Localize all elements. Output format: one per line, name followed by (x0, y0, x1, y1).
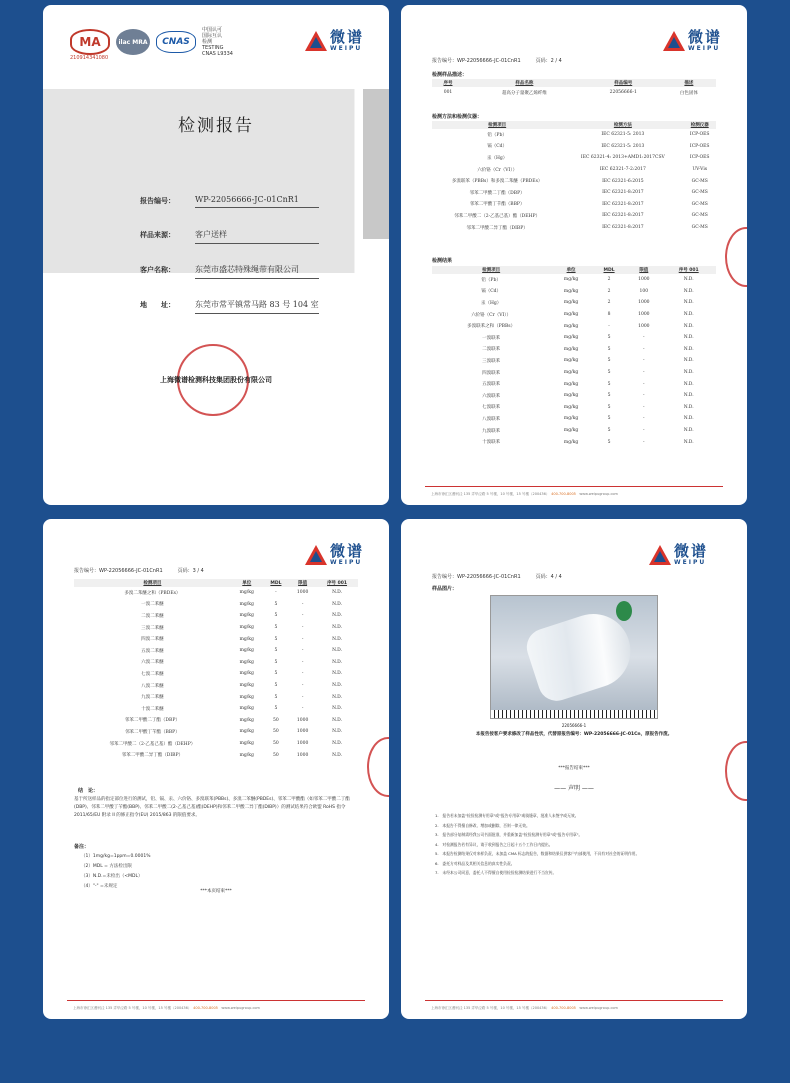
table-row (432, 164, 716, 176)
weipu-logo-icon (305, 31, 327, 51)
table-row (74, 703, 358, 715)
table-cell: GC-MS (691, 190, 708, 196)
table-cell: 5 (274, 613, 278, 619)
table-cell: 1000 (638, 277, 650, 283)
table-cell: ICP-OES (689, 155, 710, 161)
method-table: 检测项目 检测方法 检测仪器 铅（Pb） IEC 62321-5: 2013 ICP-OES 镉（Cd） IEC 62321-5: 2013 ICP-OES 汞（Hg） IEC 62321-4: 2013+AMD1:2017CSV ICP-OES 六价铬（Cr（VI）） IEC 62321-7-2:2017 UV-Vis 多溴联苯（PBBs）和多溴二苯醚（PBDEs） IEC 62321-6:2015 GC-MS 邻苯二甲酸二丁酯（DBP） IEC 62321-8:2017 GC-MS 邻苯二甲酸丁苄酯（BBP） IEC 62321-8:2017 GC-MS 邻苯二甲酸二（2-乙基己基）酯（DEHP） IEC 62321-8:2017 GC-MS 邻苯二甲酸二异丁酯（DIBP） IEC 62321-8:2017 GC-MS (432, 121, 716, 233)
section-title: 检测方法和检测仪器： (432, 114, 483, 120)
table-cell: - (301, 706, 304, 712)
table-row (432, 344, 716, 356)
table-cell: mg/kg (239, 694, 254, 700)
table-cell: N.D. (332, 706, 343, 712)
table-cell: N.D. (683, 277, 694, 283)
table-cell: N.D. (332, 683, 343, 689)
table-cell: 九溴联苯 (482, 428, 501, 434)
table-row (74, 622, 358, 634)
company-name: 上海微谱检测科技集团股份有限公司 (160, 376, 272, 384)
table-cell: mg/kg (239, 613, 254, 619)
result-table: 检测项目 单位 MDL 限值 序号 001 铅（Pb） mg/kg 2 1000 N.D. 镉（Cd） mg/kg 2 100 N.D. 汞（Hg） mg/kg 2 1000 N.D. 六价铬（Cr（VI）） mg/kg 8 1000 N.D. 多溴联苯之和（PBBs） mg/kg - 1000 N.D. 一溴联苯 mg/kg 5 - N.D. 二溴联苯 mg/kg 5 - N.D. 三溴联苯 mg/kg 5 - N.D. 四溴联苯 mg/kg 5 - N.D. 五溴联苯 mg/kg 5 - N.D. 六溴联苯 mg/kg 5 - N.D. 七溴联苯 mg/kg 5 - N.D. 八溴联苯 mg/kg 5 - N.D. 九溴联苯 mg/kg 5 - N.D. 十溴联苯 mg/kg 5 - N.D. (432, 266, 716, 448)
ilac-logo: ilac MRA (116, 29, 150, 55)
table-cell: 一溴联苯 (482, 335, 501, 341)
weipu-logo-icon (649, 545, 671, 565)
table-cell: - (643, 335, 645, 341)
table-row (74, 599, 358, 611)
footer-line (67, 1000, 365, 1001)
footer: 上海市徐汇区漕河泾 135 弄华泾路 5 号楼，10 号楼，15 号楼（200436） 400-700-8005 www.weipugroup.com (431, 492, 618, 496)
table-cell: - (301, 613, 304, 619)
table-cell: - (301, 683, 304, 689)
table-cell: - (643, 358, 645, 364)
table-cell: 邻苯二甲酸二（2-乙基己基）酯（DEHP） (109, 741, 196, 747)
table-cell: - (301, 601, 304, 607)
table-cell: mg/kg (239, 659, 254, 665)
table-cell: mg/kg (563, 346, 579, 352)
table-cell: mg/kg (563, 416, 579, 422)
table-row (432, 141, 716, 153)
table-cell: 四溴二苯醚 (141, 637, 164, 643)
table-cell: N.D. (332, 625, 343, 631)
table-cell: 二溴二苯醚 (141, 613, 164, 619)
table-row (432, 129, 716, 141)
table-row (432, 152, 716, 164)
table-cell: - (643, 393, 645, 399)
table-cell: 5 (607, 416, 611, 422)
sample-table: 序号 样品名称 样品编号 描述 001 超高分子量聚乙烯纤维 22056666-1 白色固体 (432, 79, 716, 99)
table-cell: ICP-OES (689, 143, 710, 149)
table-cell: 2 (607, 277, 611, 283)
table-row (74, 657, 358, 669)
conclusion-text: 基于所送样品的指定部位进行的测试，铅、镉、汞、六价铬、多溴联苯(PBBs)、多溴二苯醚(PBDEs)、邻苯二甲酸酯（如邻苯二甲酸二丁酯(DBP)、邻苯二甲酸丁苄酯(BBP)、邻苯二甲酸二(2-乙基己基)酯(DEHP)和邻苯二甲酸二异丁酯(DIBP)）的测试结果符合欧盟 RoHS 指令 2011/65/EU 附录 II 的修正指令(EU) 2015/863 的限值要求。 (74, 797, 350, 818)
table-cell: IEC 62321-6:2015 (602, 178, 644, 184)
table-cell: 邻苯二甲酸丁苄酯（BBP） (125, 729, 180, 735)
table-cell: N.D. (332, 590, 343, 596)
table-cell: 1000 (638, 312, 650, 318)
table-cell: N.D. (683, 323, 694, 329)
notes-list: （1）1mg/kg=1ppm=0.0001% （2）MDL = 方法检出限 （3）N.D.=未检出（<MDL） （4）"-" =未规定 (81, 854, 151, 889)
table-cell: 六价铬（Cr（VI）） (477, 167, 518, 173)
table-cell: N.D. (683, 416, 694, 422)
table-row (74, 668, 358, 680)
weipu-logo: 微谱 WEIPU (649, 544, 708, 566)
table-row (74, 715, 358, 727)
weipu-logo: 微谱 WEIPU (305, 544, 364, 566)
table-row (74, 610, 358, 622)
table-cell: N.D. (332, 613, 343, 619)
statement-list: 1. 报告若未加盖"检验检测专用章"或"报告专用章"或骑缝章，批准人未签字或无效。 2. 本报告不得擅自修改、增加或删除，否则一律无效。 3. 报告部分复制需经我公司书面批准，并重新加盖"检验检测专用章"或"报告专用章"。 4. 对检测报告若有异议，请于收到报告之日起十五个工作日内提出。 5. 本报告检测结果仅对来样负责，未加盖 CMA 标志的报告，数据和结果仅供客户内部使用，不具有对社会的证明作用。 6. 委托方对样品及其相关信息的真实性负责。 7. 未经本公司同意，委托人不得擅自使用检验检测结果进行不当宣传。 (435, 813, 640, 875)
certification-logos (70, 27, 233, 57)
table-cell: N.D. (683, 370, 694, 376)
table-cell: 汞（Hg） (480, 300, 502, 306)
table-cell: 1000 (638, 323, 650, 329)
table-cell: IEC 62321-7-2:2017 (599, 167, 646, 173)
result-table: 检测项目 单位 MDL 限值 序号 001 多溴二苯醚之和（PBDEs） mg/kg - 1000 N.D. 一溴二苯醚 mg/kg 5 - N.D. 二溴二苯醚 mg/kg 5 - N.D. 三溴二苯醚 mg/kg 5 - N.D. 四溴二苯醚 mg/kg 5 - N.D. 五溴二苯醚 mg/kg 5 - N.D. 六溴二苯醚 mg/kg 5 - N.D. 七溴二苯醚 mg/kg 5 - N.D. 八溴二苯醚 mg/kg 5 - N.D. 九溴二苯醚 mg/kg 5 - N.D. 十溴二苯醚 mg/kg 5 - N.D. 邻苯二甲酸二丁酯（DBP） mg/kg 50 1000 N.D. 邻苯二甲酸丁苄酯（BBP） mg/kg 50 1000 N.D. 邻苯二甲酸二（2-乙基己基）酯（DEHP） mg/kg 50 1000 N.D. 邻苯二甲酸二异丁酯（DIBP） mg/kg 50 1000 N.D. (74, 579, 358, 761)
table-row (432, 210, 716, 222)
table-cell: 5 (607, 428, 611, 434)
page-title: 检测报告 (178, 116, 254, 136)
footer-line (425, 1000, 723, 1001)
table-cell: N.D. (683, 393, 694, 399)
weipu-logo: 微谱 WEIPU (305, 30, 364, 52)
table-cell: 50 (273, 717, 279, 723)
table-cell: 5 (274, 659, 278, 665)
cnas-logo: CNAS (156, 31, 196, 53)
table-cell: N.D. (332, 717, 343, 723)
table-cell: mg/kg (563, 381, 579, 387)
field-value: 客户送样 (195, 229, 319, 244)
table-row (74, 587, 358, 599)
table-cell: - (301, 659, 304, 665)
table-cell: 六价铬（Cr（VI）） (471, 312, 512, 318)
table-cell: - (275, 590, 277, 596)
table-cell: 九溴二苯醚 (141, 695, 164, 701)
cnas-text: 中国认可 国际互认 检测 TESTING CNAS L9334 (202, 27, 233, 57)
table-cell: N.D. (332, 671, 343, 677)
table-cell: 邻苯二甲酸二异丁酯（DIBP） (121, 753, 184, 759)
table-row (432, 413, 716, 425)
table-cell: mg/kg (563, 428, 579, 434)
table-cell: 5 (274, 636, 278, 642)
table-cell: 十溴二苯醚 (141, 706, 164, 712)
photo-note: 本报告按客户要求修改了样品性状，代替原报告编号：WP-22056666-JC-01Cn，原报告作废。 (475, 732, 673, 737)
table-cell: mg/kg (239, 706, 254, 712)
table-row (74, 633, 358, 645)
cma-number: 210914341080 (70, 55, 109, 61)
table-cell: - (301, 671, 304, 677)
report-page-4 (401, 519, 747, 1019)
table-cell: 50 (273, 752, 279, 758)
table-row (432, 355, 716, 367)
table-cell: 5 (274, 706, 278, 712)
table-cell: 七溴联苯 (482, 405, 501, 411)
table-cell: N.D. (332, 659, 343, 665)
table-row (432, 425, 716, 437)
table-row (432, 332, 716, 344)
ruler (491, 710, 658, 718)
table-row (432, 320, 716, 332)
table-row (74, 645, 358, 657)
table-row: 001 超高分子量聚乙烯纤维 22056666-1 白色固体 (443, 90, 698, 96)
table-cell: N.D. (332, 752, 343, 758)
table-cell: mg/kg (563, 335, 579, 341)
field-label: 报告编号： (140, 197, 175, 205)
table-cell: mg/kg (563, 323, 579, 329)
cma-logo: MA (70, 29, 110, 55)
table-row (432, 222, 716, 234)
weipu-logo-icon (663, 31, 685, 51)
section-title: 检测样品描述： (432, 72, 468, 78)
table-cell: 铅（Pb） (487, 132, 507, 138)
table-cell: mg/kg (239, 717, 254, 723)
table-cell: - (301, 636, 304, 642)
table-row (432, 199, 716, 211)
table-cell: mg/kg (239, 601, 254, 607)
table-row (432, 297, 716, 309)
table-cell: - (643, 370, 645, 376)
table-cell: 邻苯二甲酸丁苄酯（BBP） (469, 202, 525, 208)
table-cell: 五溴二苯醚 (141, 648, 164, 654)
spool-core (616, 601, 632, 621)
table-cell: N.D. (683, 439, 694, 445)
table-cell: mg/kg (239, 752, 254, 758)
table-cell: N.D. (332, 694, 343, 700)
table-cell: - (608, 323, 610, 329)
table-cell: - (301, 648, 304, 654)
table-cell: 七溴二苯醚 (141, 671, 164, 677)
table-cell: 铅（Pb） (481, 277, 501, 283)
table-cell: 二溴联苯 (482, 347, 501, 353)
table-cell: IEC 62321-8:2017 (602, 201, 644, 207)
table-row (74, 691, 358, 703)
weipu-logo-icon (305, 545, 327, 565)
table-cell: N.D. (332, 741, 343, 747)
table-row (432, 436, 716, 448)
table-cell: IEC 62321-8:2017 (602, 213, 644, 219)
table-cell: - (643, 404, 645, 410)
table-cell: N.D. (332, 601, 343, 607)
table-cell: GC-MS (691, 213, 708, 219)
conclusion-title: 结 论： (78, 788, 99, 794)
table-cell: 5 (607, 439, 611, 445)
table-row (432, 390, 716, 402)
field-label: 客户名称： (140, 266, 175, 274)
table-cell: 三溴二苯醚 (141, 625, 164, 631)
table-cell: GC-MS (691, 178, 708, 184)
table-cell: mg/kg (239, 590, 254, 596)
table-row (74, 738, 358, 750)
table-row (432, 187, 716, 199)
table-row (432, 175, 716, 187)
report-end-mark: ***报告结束*** (558, 766, 590, 771)
table-cell: 5 (607, 381, 611, 387)
table-cell: mg/kg (563, 277, 579, 283)
table-cell: 八溴联苯 (482, 416, 501, 422)
table-cell: mg/kg (239, 625, 254, 631)
table-cell: 1000 (296, 717, 309, 723)
table-cell: mg/kg (239, 741, 254, 747)
notes-title: 备注： (74, 844, 90, 850)
table-cell: 5 (274, 683, 278, 689)
table-cell: - (643, 346, 645, 352)
table-row (74, 749, 358, 761)
table-row (432, 309, 716, 321)
table-cell: 1000 (296, 729, 309, 735)
footer: 上海市徐汇区漕河泾 135 弄华泾路 5 号楼，10 号楼，15 号楼（200436） 400-700-8005 www.weipugroup.com (431, 1006, 618, 1010)
table-cell: 5 (274, 648, 278, 654)
table-cell: - (643, 416, 645, 422)
table-cell: 汞（Hg） (486, 155, 508, 161)
table-row (432, 402, 716, 414)
table-cell: mg/kg (563, 370, 579, 376)
table-cell: 邻苯二甲酸二异丁酯（DIBP） (466, 225, 528, 231)
table-cell: - (643, 439, 645, 445)
table-cell: - (301, 625, 304, 631)
table-cell: mg/kg (563, 404, 579, 410)
table-cell: 5 (274, 601, 278, 607)
table-cell: 5 (607, 358, 611, 364)
table-cell: 5 (607, 335, 611, 341)
table-cell: IEC 62321-5: 2013 (601, 132, 645, 138)
table-cell: 5 (274, 694, 278, 700)
section-title: 样品图片： (432, 586, 458, 592)
report-meta: 报告编号：WP-22056666-JC-01CnR1 页码：3 / 4 (74, 568, 204, 574)
sample-id: 22056666-1 (561, 723, 587, 728)
table-cell: N.D. (683, 428, 694, 434)
table-cell: 100 (639, 288, 649, 294)
table-cell: 1000 (296, 752, 309, 758)
table-cell: N.D. (332, 648, 343, 654)
table-cell: 邻苯二甲酸二丁酯（DBP） (469, 190, 525, 196)
table-cell: N.D. (332, 729, 343, 735)
table-cell: 1000 (296, 741, 309, 747)
table-cell: IEC 62321-5: 2013 (601, 143, 645, 149)
table-cell: IEC 62321-8:2017 (602, 225, 644, 231)
table-cell: N.D. (683, 300, 694, 306)
table-cell: 邻苯二甲酸二丁酯（DBP） (124, 718, 180, 724)
table-cell: 5 (607, 404, 611, 410)
report-page-3 (43, 519, 389, 1019)
report-cover-page (43, 5, 389, 505)
table-cell: mg/kg (563, 288, 579, 294)
table-row (432, 367, 716, 379)
table-cell: mg/kg (563, 358, 579, 364)
sample-photo (490, 595, 658, 719)
table-cell: UV-Vis (692, 167, 708, 173)
table-row (432, 286, 716, 298)
table-cell: 十溴联苯 (482, 440, 501, 446)
table-cell: mg/kg (239, 729, 254, 735)
table-row (432, 274, 716, 286)
field-value: WP-22056666-JC-01CnR1 (195, 195, 319, 208)
table-cell: IEC 62321-4: 2013+AMD1:2017CSV (580, 155, 665, 161)
page-seal (725, 741, 747, 801)
table-cell: 8 (607, 312, 611, 318)
statement-title: —— 声明 —— (554, 785, 594, 792)
table-cell: mg/kg (563, 300, 579, 306)
report-meta: 报告编号：WP-22056666-JC-01CnR1 页码：2 / 4 (432, 58, 562, 64)
table-cell: 镉（Cd） (481, 289, 502, 295)
table-cell: mg/kg (239, 648, 254, 654)
table-cell: IEC 62321-8:2017 (602, 190, 644, 196)
table-cell: 多溴联苯（PBBs）和多溴二苯醚（PBDEs） (451, 179, 543, 185)
footer-line (425, 486, 723, 487)
table-cell: GC-MS (691, 201, 708, 207)
table-cell: ICP-OES (689, 132, 710, 138)
table-cell: 50 (273, 741, 279, 747)
table-cell: mg/kg (563, 393, 579, 399)
table-cell: 四溴联苯 (482, 370, 501, 376)
table-cell: mg/kg (563, 312, 579, 318)
page-seal (367, 737, 389, 797)
report-page-2 (401, 5, 747, 505)
field-label: 样品来源： (140, 231, 175, 239)
table-cell: 镉（Cd） (487, 144, 508, 150)
table-cell: 邻苯二甲酸二（2-乙基己基）酯（DEHP） (454, 213, 540, 219)
table-cell: 5 (607, 393, 611, 399)
weipu-logo: 微谱 WEIPU (663, 30, 722, 52)
table-row (432, 378, 716, 390)
table-cell: 5 (607, 370, 611, 376)
table-cell: N.D. (683, 346, 694, 352)
page-end-mark: ***本页结束*** (200, 889, 232, 894)
report-meta: 报告编号：WP-22056666-JC-01CnR1 页码：4 / 4 (432, 574, 562, 580)
table-cell: 六溴联苯 (482, 393, 501, 399)
table-cell: 5 (274, 671, 278, 677)
table-cell: 1000 (638, 300, 650, 306)
table-cell: mg/kg (239, 636, 254, 642)
table-cell: mg/kg (239, 671, 254, 677)
table-cell: N.D. (683, 288, 694, 294)
table-cell: 三溴联苯 (482, 358, 501, 364)
table-cell: 2 (607, 288, 611, 294)
table-cell: N.D. (683, 381, 694, 387)
table-cell: - (643, 428, 645, 434)
section-title: 检测结果 (432, 258, 453, 264)
table-cell: 八溴二苯醚 (141, 683, 164, 689)
table-cell: 六溴二苯醚 (141, 660, 164, 666)
page-seal (725, 227, 747, 287)
table-cell: GC-MS (691, 225, 708, 231)
table-cell: 5 (607, 346, 611, 352)
table-cell: N.D. (683, 404, 694, 410)
table-cell: 五溴联苯 (482, 382, 501, 388)
table-cell: 一溴二苯醚 (141, 602, 164, 608)
table-cell: - (643, 381, 645, 387)
table-row (74, 726, 358, 738)
table-cell: N.D. (683, 312, 694, 318)
field-value: 东莞市常平镇常马路 83 号 104 室 (195, 299, 319, 314)
table-cell: 1000 (296, 590, 309, 596)
table-cell: 50 (273, 729, 279, 735)
table-cell: N.D. (683, 335, 694, 341)
table-cell: N.D. (683, 358, 694, 364)
table-cell: - (301, 694, 304, 700)
field-label: 地 址： (140, 301, 175, 309)
table-cell: 多溴二苯醚之和（PBDEs） (124, 590, 181, 596)
table-cell: N.D. (332, 636, 343, 642)
field-value: 东莞市盛芯特殊绳带有限公司 (195, 264, 319, 279)
table-cell: mg/kg (239, 683, 254, 689)
table-row (74, 680, 358, 692)
footer: 上海市徐汇区漕河泾 135 弄华泾路 5 号楼，10 号楼，15 号楼（200436） 400-700-8005 www.weipugroup.com (73, 1006, 260, 1010)
table-cell: 2 (607, 300, 611, 306)
table-cell: 5 (274, 625, 278, 631)
table-cell: 多溴联苯之和（PBBs） (467, 324, 516, 330)
table-cell: mg/kg (563, 439, 579, 445)
